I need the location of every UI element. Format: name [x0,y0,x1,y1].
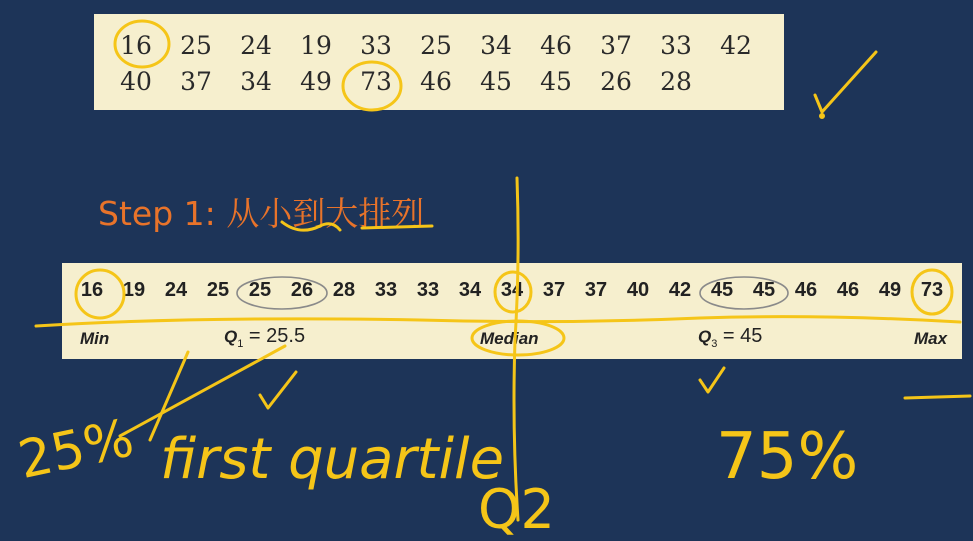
sorted-value: 19 [122,279,146,301]
q3-subscript: 3 [711,338,718,350]
sorted-value: 49 [878,279,902,301]
sorted-value: 37 [584,279,608,301]
sorted-value: 45 [752,279,776,301]
sorted-value: 25 [248,279,272,301]
raw-value: 37 [180,67,212,96]
check-mark-icon [815,52,876,112]
min-label: Min [80,329,110,348]
sorted-value: 28 [332,279,356,301]
dash-annotation [905,396,970,398]
raw-value: 24 [240,31,272,60]
raw-value: 33 [660,31,692,60]
raw-value: 26 [600,67,632,96]
sorted-value: 46 [794,279,818,301]
sorted-value: 45 [710,279,734,301]
raw-value: 40 [120,67,152,96]
raw-value: 34 [480,31,512,60]
arrow-annotation [150,352,188,440]
sorted-value: 34 [500,279,524,301]
q1-subscript: 1 [237,338,244,350]
handwritten-first-quartile: first quartile [160,427,505,492]
sorted-value: 73 [920,279,944,301]
sorted-value: 34 [458,279,482,301]
arrow-annotation [120,346,285,436]
raw-value: 34 [240,67,272,96]
handwritten-25-percent: 25% [13,408,139,492]
raw-value: 73 [360,67,392,96]
sorted-value: 24 [164,279,188,301]
sorted-value: 25 [206,279,230,301]
raw-value: 45 [480,67,512,96]
sorted-value: 42 [668,279,692,301]
step-heading: Step 1: 从小到大排列 [98,194,425,233]
raw-value: 45 [540,67,572,96]
raw-value: 37 [600,31,632,60]
median-label: Median [480,329,539,348]
raw-data-table [94,14,784,110]
raw-value: 42 [720,31,752,60]
q1-label [224,325,305,350]
q3-symbol: Q [698,327,712,346]
check-mark-icon [700,368,724,392]
raw-value: 16 [120,31,152,60]
raw-value: 49 [300,67,332,96]
raw-value: 46 [420,67,452,96]
q1-value: = 25.5 [248,325,306,347]
raw-value: 46 [540,31,572,60]
sorted-value: 37 [542,279,566,301]
handwritten-75-percent: 75% [716,420,859,494]
raw-value: 25 [180,31,212,60]
check-mark-icon [260,372,296,408]
max-label: Max [914,329,948,348]
sorted-value: 33 [416,279,440,301]
q1-symbol: Q [224,327,238,346]
sorted-value: 33 [374,279,398,301]
sorted-value: 16 [80,279,104,301]
q3-value: = 45 [722,325,763,347]
sorted-data-table [62,263,962,359]
handwritten-q2: Q2 [478,478,555,541]
sorted-value: 26 [290,279,314,301]
raw-value: 25 [420,31,452,60]
q3-label [698,325,762,350]
sorted-value: 46 [836,279,860,301]
raw-value: 33 [360,31,392,60]
raw-value: 28 [660,67,692,96]
raw-value: 19 [300,31,332,60]
sorted-value: 40 [626,279,650,301]
